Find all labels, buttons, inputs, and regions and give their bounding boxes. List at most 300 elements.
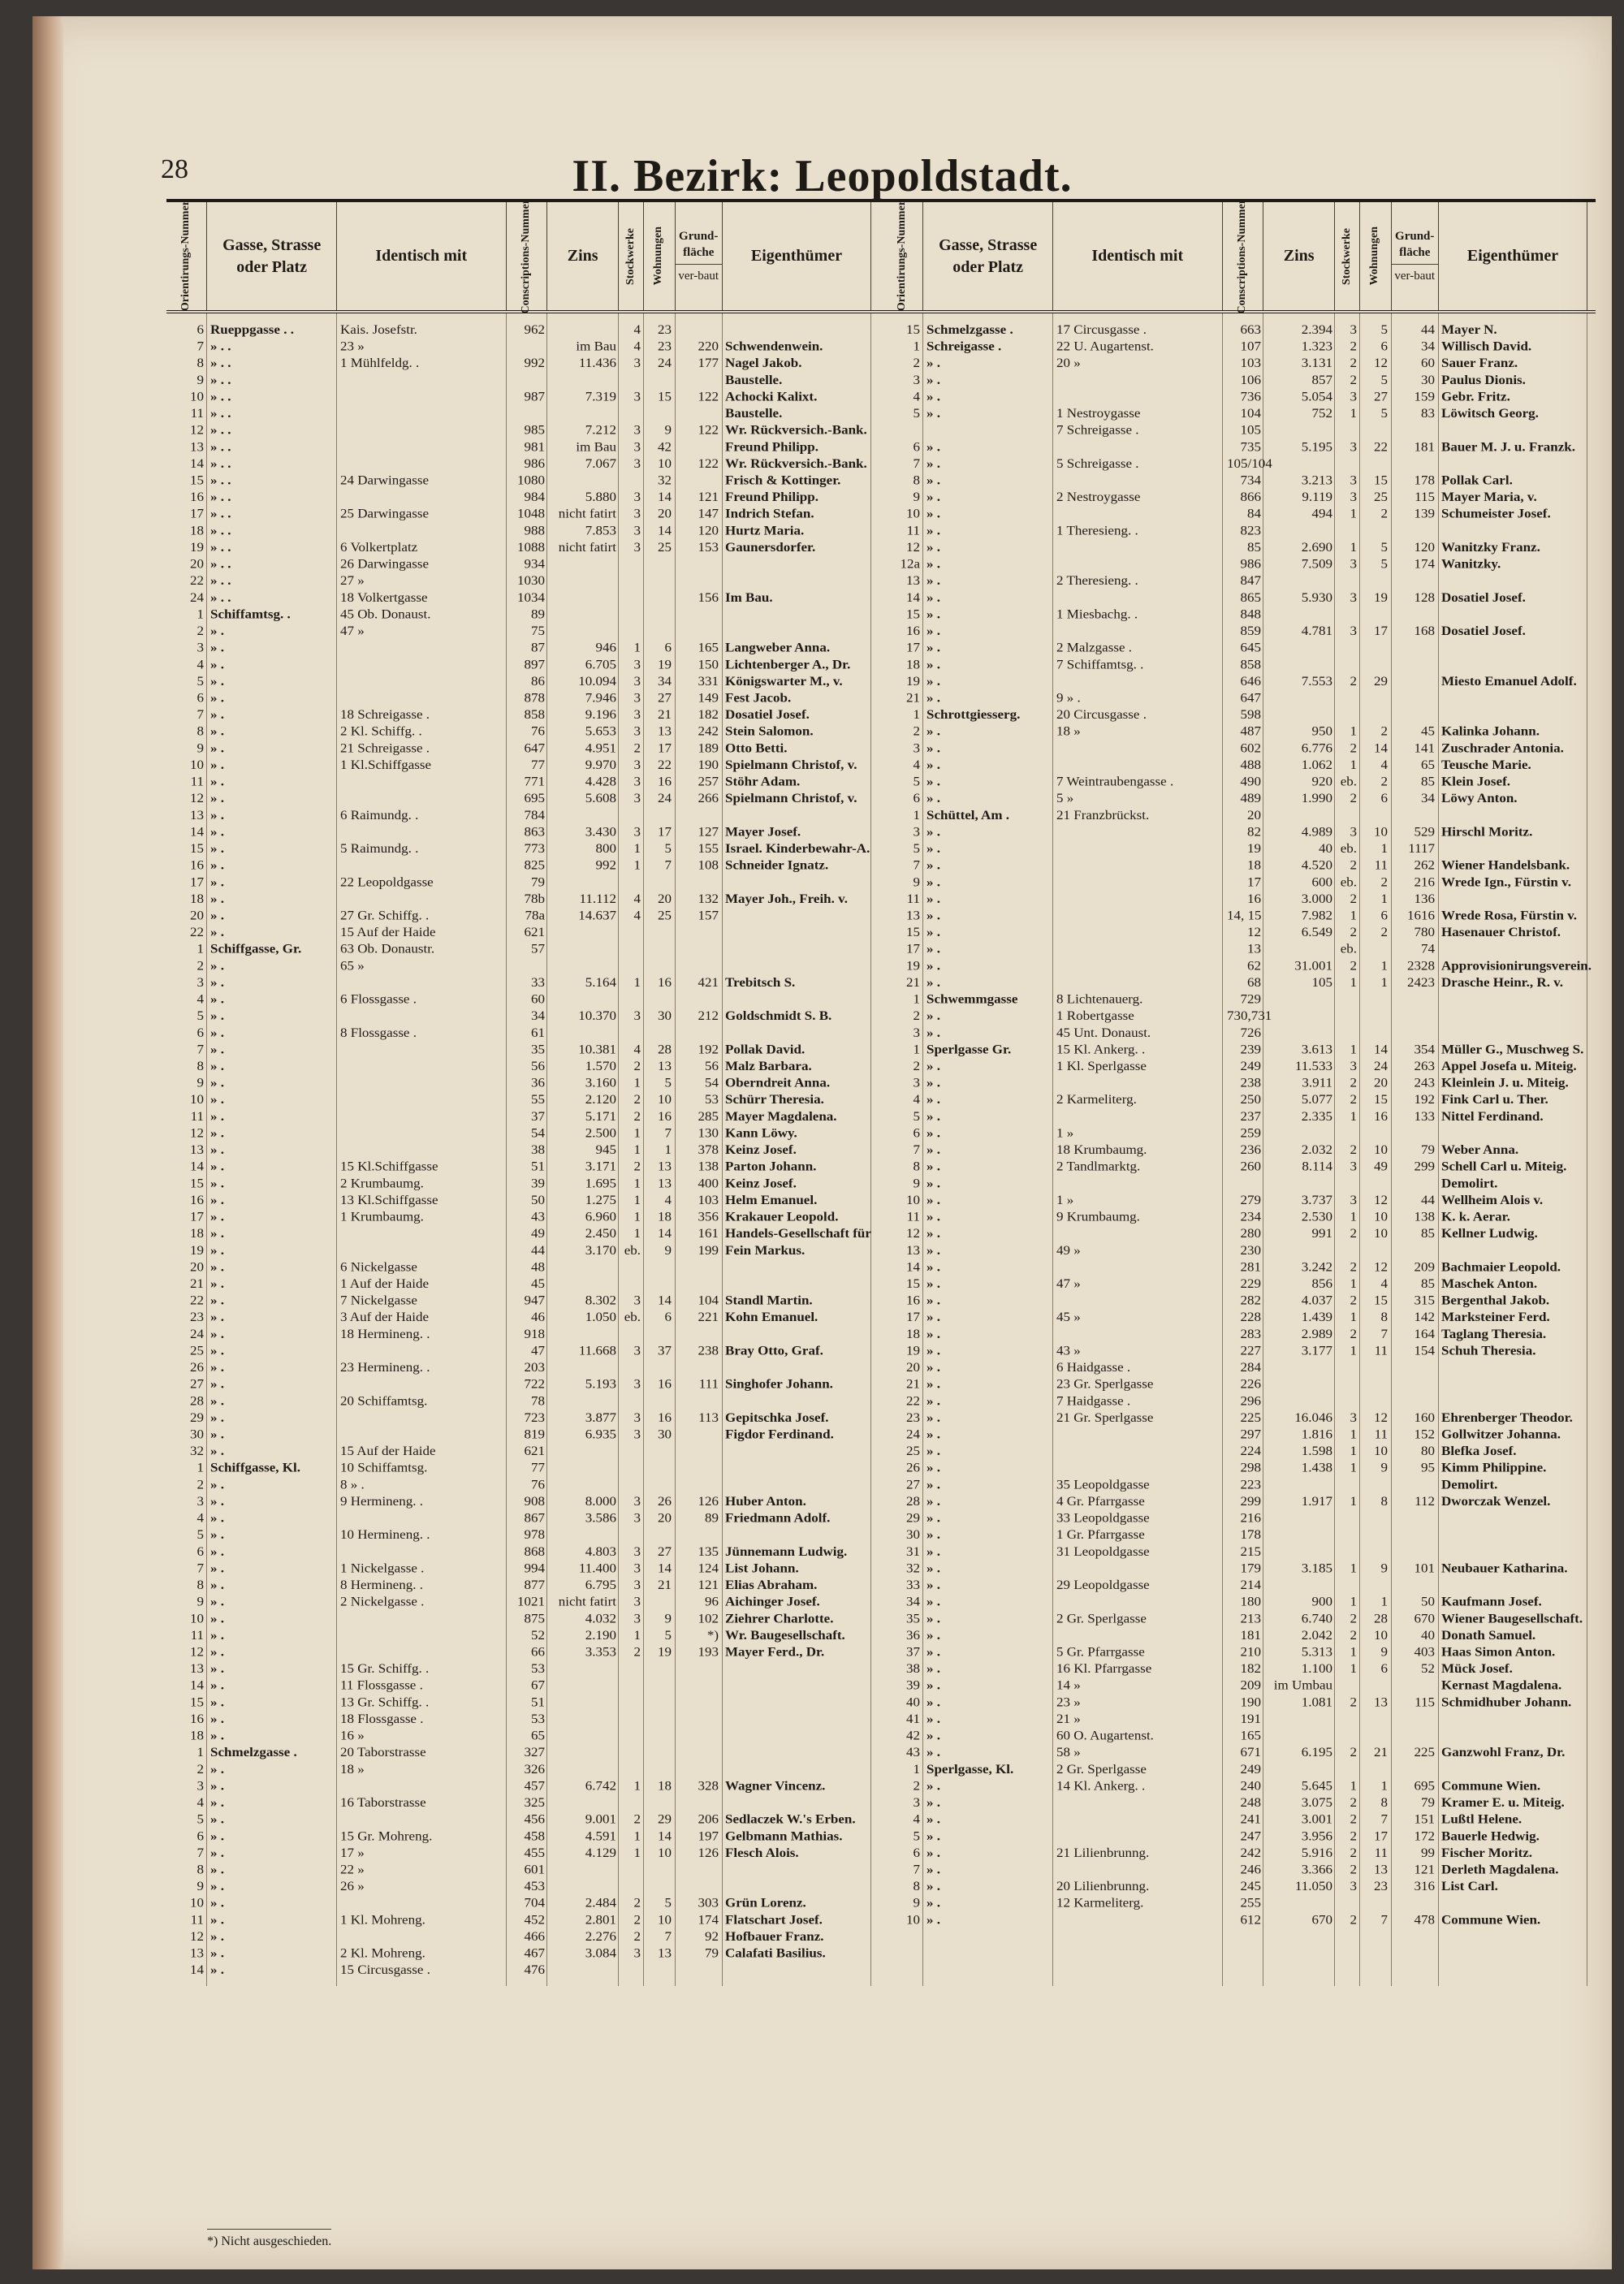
left-cell-on: 18	[190, 1728, 204, 1743]
right-cell-con: 178	[1240, 1527, 1261, 1542]
left-cell-zins: 3.160	[585, 1075, 616, 1090]
right-cell-eig: Kimm Philippine.	[1441, 1460, 1547, 1475]
left-cell-st: 3	[633, 1577, 641, 1592]
right-cell-con: 179	[1240, 1561, 1261, 1576]
left-cell-zins: im Bau	[576, 339, 616, 354]
left-cell-gr	[675, 322, 722, 338]
left-cell-con: 49	[531, 1226, 545, 1241]
left-cell-idn: 17 »	[340, 1845, 365, 1860]
right-cell-eig	[1438, 1896, 1587, 1911]
right-cell-con: 180	[1240, 1594, 1261, 1609]
left-cell-wo	[644, 808, 675, 823]
right-cell-idn: 2 Nestroygasse	[1056, 490, 1141, 504]
header-conscription-right: Conscriptions-Nummer	[1223, 202, 1263, 310]
left-cell-idn: 6 Nickelgasse	[340, 1259, 417, 1275]
left-cell-gr	[675, 1360, 722, 1375]
left-cell-con: 453	[524, 1879, 545, 1893]
right-cell-wo: 11	[1374, 1427, 1388, 1442]
right-cell-st	[1336, 1243, 1360, 1259]
right-cell-eig	[1438, 423, 1587, 438]
right-cell-idn: 31 Leopoldgasse	[1056, 1544, 1150, 1559]
left-cell-st: 3	[633, 539, 641, 555]
left-cell-st: 3	[633, 356, 641, 370]
right-cell-eig: Bachmaier Leopold.	[1441, 1259, 1561, 1275]
left-cell-zins	[548, 1879, 620, 1894]
left-cell-zins	[548, 406, 620, 421]
right-cell-on: 17	[906, 640, 920, 655]
left-cell-eig: Grün Lorenz.	[725, 1895, 806, 1911]
right-cell-eig	[1438, 1762, 1587, 1777]
left-cell-wo: 10	[658, 456, 672, 471]
right-cell-gasse: » .	[926, 1192, 940, 1207]
right-cell-st: 2	[1350, 1226, 1357, 1241]
left-cell-on: 12	[190, 791, 204, 805]
left-cell-gasse: » . .	[210, 406, 231, 421]
left-cell-wo: 18	[658, 1778, 672, 1794]
left-cell-st	[620, 1762, 644, 1777]
directory-table	[166, 199, 1596, 1986]
left-cell-gasse: » .	[210, 1862, 224, 1877]
right-cell-st	[1336, 991, 1360, 1007]
right-cell-on: 12	[906, 539, 920, 555]
left-cell-st: 3	[633, 490, 641, 504]
right-cell-gr: 85	[1421, 1226, 1435, 1241]
left-cell-on: 1	[197, 607, 204, 622]
left-cell-zins: 6.705	[585, 657, 616, 672]
right-cell-st: 2	[1350, 1142, 1357, 1157]
left-cell-eig	[722, 1477, 871, 1492]
right-cell-zins: 1.439	[1301, 1310, 1332, 1324]
left-cell-wo: 30	[658, 1427, 672, 1442]
right-cell-eig: Commune Wien.	[1441, 1912, 1541, 1928]
right-cell-idn	[1053, 1862, 1224, 1877]
left-cell-st: 3	[633, 523, 641, 538]
left-cell-on: 13	[190, 807, 204, 822]
right-cell-zins: 4.989	[1301, 824, 1332, 840]
right-cell-gr: 30	[1421, 372, 1435, 387]
left-cell-gasse: Schiffgasse, Gr.	[210, 941, 302, 956]
right-cell-st	[1336, 456, 1360, 472]
left-cell-gasse: » .	[210, 1845, 224, 1860]
right-cell-gr: 670	[1414, 1611, 1435, 1626]
left-cell-idn	[337, 1544, 508, 1560]
left-cell-wo	[644, 1595, 675, 1610]
table-row	[166, 1861, 1596, 1878]
left-cell-zins: 1.570	[585, 1058, 616, 1073]
right-cell-wo: 14	[1374, 740, 1388, 756]
right-cell-gr	[1391, 1712, 1438, 1727]
right-cell-zins: 1.917	[1301, 1493, 1332, 1509]
table-row	[166, 473, 1596, 490]
right-cell-on: 19	[906, 958, 920, 974]
left-cell-on: 10	[190, 757, 204, 772]
left-cell-gr: 149	[698, 690, 719, 706]
right-cell-eig: Zuschrader Antonia.	[1441, 740, 1564, 756]
left-cell-on: 13	[190, 1945, 204, 1961]
left-cell-gr: 53	[705, 1092, 719, 1107]
left-cell-idn	[337, 791, 508, 806]
left-cell-eig: Spielmann Christof, v.	[725, 757, 857, 772]
right-cell-st	[1336, 1729, 1360, 1744]
right-cell-on: 43	[906, 1745, 920, 1759]
right-cell-on	[883, 423, 923, 438]
table-row	[166, 1192, 1596, 1209]
table-row	[166, 1811, 1596, 1828]
table-row	[166, 322, 1596, 339]
table-row	[166, 589, 1596, 607]
table-row	[166, 1443, 1596, 1460]
right-cell-idn	[1053, 439, 1224, 455]
right-cell-wo: 8	[1380, 1794, 1388, 1810]
left-cell-idn: 22 Leopoldgasse	[340, 874, 434, 890]
right-cell-gr	[1391, 1896, 1438, 1911]
left-cell-idn	[337, 439, 508, 455]
left-cell-gr: 189	[698, 740, 719, 756]
left-cell-idn	[337, 1125, 508, 1141]
left-cell-con: 78b	[524, 891, 545, 906]
right-cell-gasse: Schüttel, Am .	[926, 807, 1009, 822]
right-cell-gr: 299	[1414, 1159, 1435, 1174]
right-cell-wo	[1360, 1377, 1391, 1392]
left-cell-zins: 8.302	[585, 1293, 616, 1308]
table-row	[166, 606, 1596, 623]
table-row	[166, 757, 1596, 774]
left-cell-on: 22	[190, 1293, 204, 1308]
right-cell-idn	[1053, 958, 1224, 974]
left-cell-gr: 400	[698, 1176, 719, 1191]
right-cell-gr: 85	[1421, 1276, 1435, 1291]
left-cell-wo: 14	[658, 490, 672, 504]
left-cell-on: 20	[190, 908, 204, 923]
left-cell-st	[620, 1795, 644, 1811]
right-cell-idn	[1053, 540, 1224, 555]
right-cell-st	[1336, 1712, 1360, 1727]
right-cell-gr: 50	[1421, 1594, 1435, 1609]
right-cell-wo: 9	[1380, 1460, 1388, 1475]
right-cell-gasse: » .	[926, 1176, 940, 1191]
left-cell-st: 2	[633, 1912, 641, 1928]
right-cell-on: 9	[913, 1895, 920, 1911]
left-cell-gr	[675, 624, 722, 639]
left-cell-zins: 7.946	[585, 690, 616, 706]
right-cell-st	[1336, 573, 1360, 589]
left-cell-gasse: » . .	[210, 422, 231, 438]
right-cell-eig: Gollwitzer Johanna.	[1441, 1427, 1561, 1442]
table-row	[166, 1259, 1596, 1276]
right-cell-gasse: Schrottgiesserg.	[926, 707, 1021, 722]
left-cell-idn	[337, 1059, 508, 1074]
left-cell-eig: Im Bau.	[725, 589, 773, 605]
left-cell-eig: Keinz Josef.	[725, 1176, 797, 1191]
left-cell-eig	[722, 991, 871, 1007]
right-cell-idn	[1053, 1628, 1224, 1643]
right-cell-gasse: » .	[926, 1460, 940, 1475]
header-stockwerke-right: Stockwerke	[1335, 202, 1360, 310]
right-cell-st: eb.	[1340, 774, 1357, 789]
right-cell-gasse: » .	[926, 891, 940, 906]
left-cell-eig: Freund Philipp.	[725, 490, 818, 504]
left-cell-gr: 421	[698, 974, 719, 990]
right-cell-eig: Löwy Anton.	[1441, 791, 1518, 805]
left-cell-zins: 11.400	[578, 1561, 616, 1576]
left-cell-gr	[675, 925, 722, 940]
left-cell-con	[508, 958, 548, 974]
left-cell-zins: 11.668	[578, 1343, 616, 1358]
right-cell-idn: 2 Tandlmarktg.	[1056, 1159, 1141, 1174]
left-cell-gasse: » .	[210, 1527, 224, 1542]
right-cell-gasse: » .	[926, 791, 940, 805]
left-cell-gr	[675, 373, 722, 388]
left-cell-con: 457	[524, 1778, 545, 1794]
left-cell-wo	[644, 1477, 675, 1492]
right-cell-gasse: » .	[926, 439, 940, 455]
left-cell-eig: Oberndreit Anna.	[725, 1075, 831, 1090]
right-cell-gr: 34	[1421, 339, 1435, 354]
right-cell-wo: 25	[1374, 490, 1388, 504]
left-cell-con: 66	[531, 1644, 545, 1660]
right-cell-gasse: » .	[926, 1092, 940, 1107]
right-cell-zins: 5.195	[1301, 439, 1332, 455]
right-cell-eig: Miesto Emanuel Adolf.	[1441, 673, 1577, 689]
right-cell-idn: 20 Lilienbrunng.	[1056, 1879, 1150, 1893]
right-cell-zins: 7.509	[1301, 556, 1332, 572]
left-cell-wo: 22	[658, 757, 672, 772]
left-cell-gr	[675, 1025, 722, 1041]
left-cell-wo: 7	[664, 1928, 672, 1944]
right-cell-wo: 1	[1380, 840, 1388, 856]
left-cell-eig: Figdor Ferdinand.	[725, 1427, 834, 1442]
right-cell-con: 216	[1240, 1510, 1261, 1526]
right-cell-gasse: » .	[926, 1677, 940, 1693]
right-cell-st	[1336, 1360, 1360, 1375]
left-cell-st	[620, 874, 644, 890]
book-spine	[32, 16, 63, 2269]
left-cell-gr: 199	[698, 1242, 719, 1258]
table-body	[166, 313, 1596, 1986]
right-cell-gasse: » .	[926, 1477, 940, 1492]
right-cell-idn: 6 Haidgasse .	[1056, 1360, 1131, 1375]
right-cell-idn	[1053, 908, 1224, 923]
right-cell-idn	[1053, 1327, 1224, 1342]
left-cell-idn: 15 Gr. Schiffg. .	[340, 1661, 430, 1676]
left-cell-eig: Flatschart Josef.	[725, 1912, 823, 1928]
right-cell-on: 7	[913, 1862, 920, 1877]
left-cell-wo: 14	[658, 523, 672, 538]
right-cell-eig	[1438, 1360, 1587, 1375]
table-row	[166, 1962, 1596, 1979]
right-cell-zins	[1264, 690, 1336, 706]
right-cell-zins: 494	[1311, 506, 1332, 521]
right-cell-con: 240	[1240, 1778, 1261, 1794]
right-cell-wo: 13	[1374, 1862, 1388, 1877]
left-cell-wo: 1	[664, 1142, 672, 1157]
left-cell-gr: 328	[698, 1778, 719, 1794]
left-cell-on: 16	[190, 1192, 204, 1207]
right-cell-eig: Blefka Josef.	[1441, 1444, 1517, 1458]
right-cell-on: 21	[906, 1376, 920, 1392]
left-cell-idn: 2 Kl. Mohreng.	[340, 1945, 425, 1961]
right-cell-gasse: » .	[926, 690, 940, 706]
right-cell-con: 281	[1240, 1259, 1261, 1275]
left-cell-zins	[548, 624, 620, 639]
right-cell-on: 9	[913, 874, 920, 890]
table-row	[166, 1041, 1596, 1058]
left-cell-st: 2	[633, 740, 641, 756]
left-cell-idn: 65 »	[340, 958, 365, 974]
left-cell-gr: 108	[698, 857, 719, 873]
right-cell-st: 1	[1350, 974, 1357, 990]
left-cell-idn: 18 »	[340, 1761, 365, 1777]
right-cell-gr: 99	[1421, 1845, 1435, 1860]
right-cell-zins	[1264, 1896, 1336, 1911]
left-cell-idn: 27 Gr. Schiffg. .	[340, 908, 430, 923]
left-cell-zins	[548, 1762, 620, 1777]
left-cell-zins: 10.094	[578, 673, 616, 689]
right-cell-zins: 670	[1311, 1912, 1332, 1928]
left-cell-wo: 5	[664, 1895, 672, 1911]
right-cell-eig	[1438, 942, 1587, 957]
left-cell-wo: 29	[658, 1811, 672, 1827]
right-cell-con: 16	[1247, 891, 1261, 906]
left-cell-wo: 10	[658, 1912, 672, 1928]
left-cell-wo: 14	[658, 1828, 672, 1843]
right-cell-con: 18	[1247, 857, 1261, 873]
right-cell-wo: 6	[1380, 908, 1388, 923]
right-cell-gasse: » .	[926, 1360, 940, 1375]
table-row	[166, 339, 1596, 356]
right-cell-eig	[1438, 1243, 1587, 1259]
left-cell-eig	[722, 1678, 871, 1694]
right-cell-st: 2	[1350, 958, 1357, 974]
left-cell-wo: 10	[658, 1845, 672, 1860]
right-cell-con: 236	[1240, 1142, 1261, 1157]
left-cell-con	[508, 406, 548, 421]
right-cell-st: 2	[1350, 1828, 1357, 1843]
left-cell-gr: 331	[698, 673, 719, 689]
left-cell-con: 89	[531, 607, 545, 622]
right-cell-idn	[1053, 1912, 1224, 1928]
right-cell-idn: 14 »	[1056, 1677, 1081, 1693]
right-cell-con: 227	[1240, 1343, 1261, 1358]
right-cell-zins	[1264, 1360, 1336, 1375]
left-cell-con: 48	[531, 1259, 545, 1275]
left-cell-idn: 6 Volkertplatz	[340, 539, 418, 555]
right-cell-on: 2	[913, 723, 920, 739]
left-cell-zins: 5.193	[585, 1376, 616, 1392]
right-cell-gasse: » .	[926, 1778, 940, 1794]
left-cell-con: 67	[531, 1677, 545, 1693]
right-cell-gasse: » .	[926, 1242, 940, 1258]
left-cell-eig: Otto Betti.	[725, 740, 788, 756]
left-cell-gr	[675, 1862, 722, 1877]
left-cell-st: 2	[633, 1928, 641, 1944]
right-cell-wo	[1360, 1243, 1391, 1259]
left-cell-on: 12	[190, 422, 204, 438]
left-cell-gasse: » .	[210, 723, 224, 739]
left-cell-st: 1	[633, 1176, 641, 1191]
right-cell-gasse: » .	[926, 1912, 940, 1928]
right-cell-zins	[1264, 1712, 1336, 1727]
right-cell-eig: Derleth Magdalena.	[1441, 1862, 1559, 1877]
right-cell-wo	[1360, 573, 1391, 589]
right-cell-idn	[1053, 1828, 1224, 1844]
right-cell-gasse: » .	[926, 1510, 940, 1526]
right-cell-on: 16	[906, 1293, 920, 1308]
left-cell-gr: 111	[698, 1376, 719, 1392]
left-cell-con: 988	[524, 523, 545, 538]
left-cell-on: 22	[190, 573, 204, 588]
right-cell-gasse: » .	[926, 356, 940, 370]
left-cell-idn: 15 Gr. Mohreng.	[340, 1828, 433, 1843]
left-cell-zins: 2.500	[585, 1125, 616, 1141]
left-cell-eig: Stöhr Adam.	[725, 774, 801, 789]
left-cell-gasse: » .	[210, 757, 224, 772]
left-cell-con: 858	[524, 707, 545, 722]
left-cell-st	[620, 373, 644, 388]
right-cell-gr: 168	[1414, 623, 1435, 638]
right-cell-idn: 2 Theresieng. .	[1056, 573, 1138, 588]
right-cell-zins: 4.037	[1301, 1293, 1332, 1308]
right-cell-st	[1336, 1896, 1360, 1911]
left-cell-zins: 800	[595, 840, 616, 856]
left-cell-gr: 96	[705, 1594, 719, 1609]
left-cell-wo	[644, 406, 675, 421]
right-cell-con: 283	[1240, 1326, 1261, 1341]
right-cell-gr: 225	[1414, 1745, 1435, 1759]
right-cell-zins: 856	[1311, 1276, 1332, 1291]
left-cell-con: 986	[524, 456, 545, 471]
right-cell-zins: 3.131	[1301, 356, 1332, 370]
right-cell-zins: 1.816	[1301, 1427, 1332, 1442]
right-cell-con: 858	[1240, 657, 1261, 672]
left-cell-st	[620, 1527, 644, 1543]
right-cell-wo	[1360, 1008, 1391, 1024]
right-cell-gasse: » .	[926, 723, 940, 739]
left-cell-idn: 25 Darwingasse	[340, 506, 430, 521]
right-cell-gr: 136	[1414, 891, 1435, 906]
right-cell-eig	[1438, 1527, 1587, 1543]
left-cell-on: 5	[197, 1008, 204, 1023]
left-cell-con: 57	[531, 941, 545, 956]
left-cell-st: 2	[633, 1895, 641, 1911]
right-cell-eig: Fink Carl u. Ther.	[1441, 1092, 1548, 1107]
left-cell-st: 3	[633, 506, 641, 521]
left-cell-on: 1	[197, 941, 204, 956]
right-cell-idn: 29 Leopoldgasse	[1056, 1577, 1150, 1592]
left-cell-idn	[337, 1644, 508, 1660]
right-cell-gr: 154	[1414, 1343, 1435, 1358]
left-cell-on: 4	[197, 1794, 204, 1810]
left-cell-on: 9	[197, 1879, 204, 1893]
left-cell-on: 15	[190, 1176, 204, 1191]
right-cell-eig: Taglang Theresia.	[1441, 1326, 1547, 1341]
right-cell-wo	[1360, 690, 1391, 706]
right-cell-idn: 7 Haidgasse .	[1056, 1393, 1131, 1409]
left-cell-gasse: » .	[210, 1159, 224, 1174]
right-cell-eig: Schumeister Josef.	[1441, 506, 1551, 521]
left-cell-eig: Baustelle.	[725, 406, 783, 421]
right-cell-gasse: » .	[926, 1493, 940, 1509]
left-cell-gr: 192	[698, 1042, 719, 1057]
right-cell-on: 6	[913, 791, 920, 805]
left-cell-gasse: Rueppgasse . .	[210, 322, 294, 337]
left-cell-st	[620, 808, 644, 823]
table-row	[166, 957, 1596, 974]
right-cell-idn: 17 Circusgasse .	[1056, 322, 1147, 337]
right-cell-on: 7	[913, 857, 920, 873]
right-cell-con: 598	[1240, 707, 1261, 722]
left-cell-idn: 20 Taborstrasse	[340, 1745, 426, 1759]
